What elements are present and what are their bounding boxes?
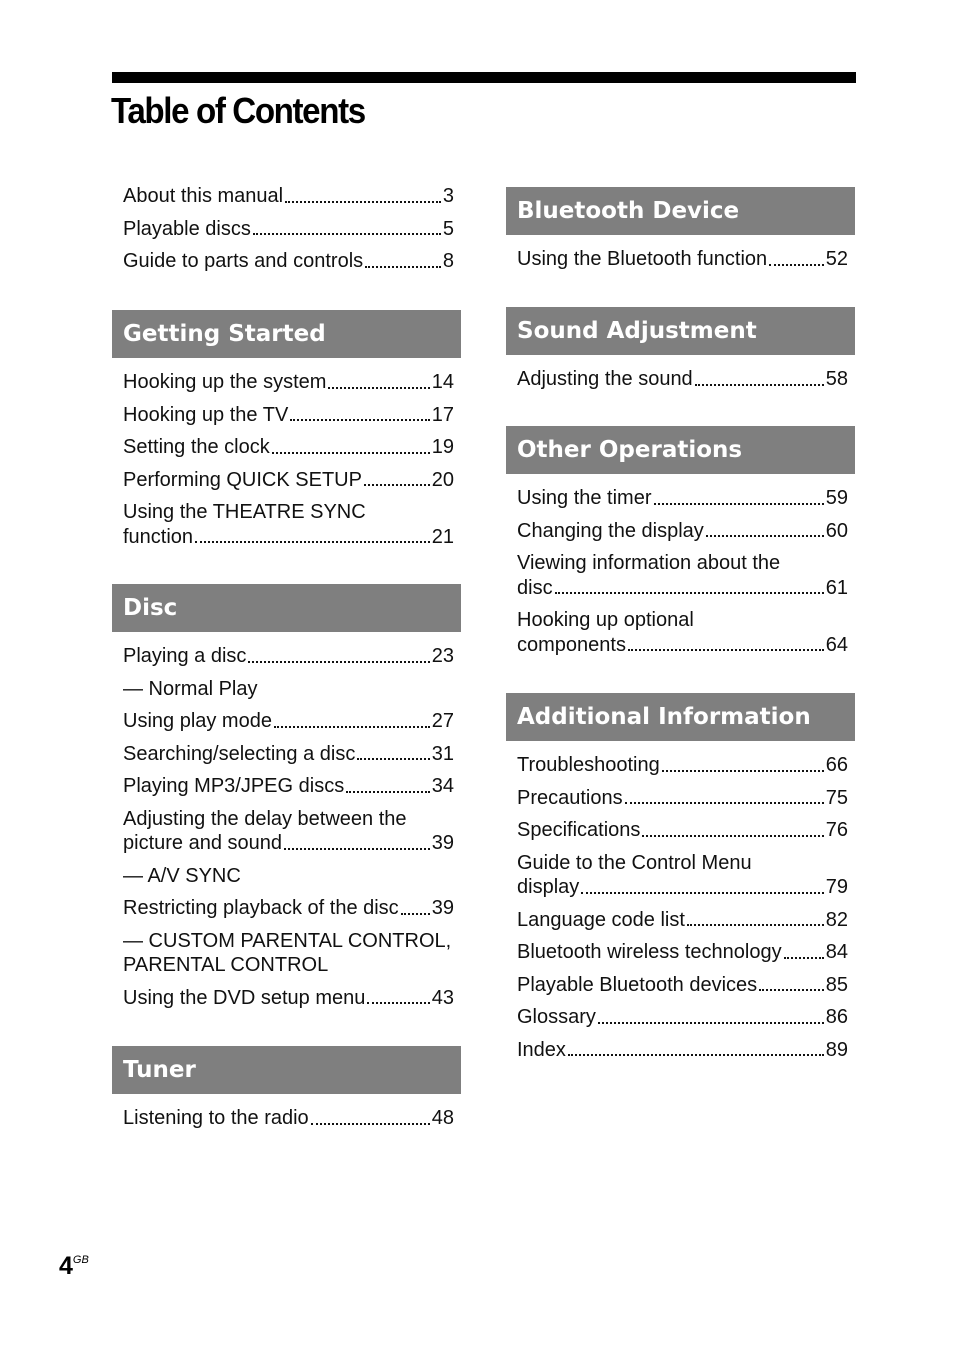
- toc-entry-page: 39: [431, 897, 454, 919]
- toc-entry-line: [123, 525, 454, 550]
- toc-entry[interactable]: [517, 969, 848, 1002]
- dot-leader: [769, 264, 824, 266]
- toc-entry-note: — Normal Play: [123, 677, 258, 700]
- toc-entry-text: Restricting playback of the disc: [123, 897, 399, 919]
- dot-leader: [625, 802, 824, 804]
- section-entries: [506, 749, 855, 1066]
- dot-leader: [687, 924, 824, 926]
- section-header: Additional Information: [506, 693, 855, 741]
- toc-entry-page: 48: [431, 1107, 454, 1129]
- toc-entry[interactable]: [123, 738, 454, 771]
- toc-entry[interactable]: [517, 904, 848, 937]
- toc-entry-text: Specifications: [517, 819, 641, 841]
- toc-entry-text: Using play mode: [123, 710, 272, 732]
- toc-entry-line: [123, 435, 454, 460]
- toc-entry-page: 89: [825, 1038, 848, 1061]
- toc-entry-line: [123, 1106, 454, 1131]
- toc-entry-page: 14: [431, 371, 454, 393]
- toc-entry-page: 64: [825, 633, 848, 656]
- toc-entry-page: 82: [825, 908, 848, 931]
- toc-entry[interactable]: [517, 482, 848, 515]
- toc-entry-text: Changing the display: [517, 519, 704, 542]
- toc-entry-note: — A/V SYNC: [123, 864, 241, 887]
- toc-entry-line: [517, 486, 848, 511]
- dot-leader: [364, 484, 430, 486]
- section-entries: [506, 243, 855, 276]
- dot-leader: [581, 892, 823, 894]
- toc-entry[interactable]: [123, 673, 454, 706]
- dot-leader: [555, 592, 824, 594]
- section-getting-started: [112, 310, 461, 553]
- dot-leader: [628, 649, 824, 651]
- toc-entry[interactable]: [517, 1034, 848, 1067]
- toc-entry-page: 58: [825, 368, 848, 390]
- toc-entry-line: [123, 896, 454, 921]
- dot-leader: [642, 835, 823, 837]
- toc-entry-text: Searching/selecting a disc: [123, 742, 356, 765]
- toc-entry[interactable]: [123, 431, 454, 464]
- dot-leader: [759, 989, 824, 991]
- toc-entry-text: picture and sound: [123, 832, 283, 854]
- toc-entry-line: [517, 908, 848, 933]
- toc-entry-page: 76: [825, 819, 848, 841]
- toc-entry-page: 85: [825, 973, 848, 996]
- toc-entry[interactable]: [517, 363, 848, 396]
- toc-entry-text: components: [517, 633, 626, 656]
- toc-entry-text: Hooking up the TV: [123, 403, 289, 426]
- toc-entry[interactable]: [517, 1001, 848, 1034]
- section-disc: [112, 584, 461, 1014]
- toc-entry[interactable]: [517, 936, 848, 969]
- dot-leader: [357, 758, 429, 760]
- toc-entry-line: [123, 468, 454, 493]
- page-title: Table of Contents: [111, 90, 365, 131]
- dot-leader: [253, 233, 441, 235]
- toc-entry-line: [517, 973, 848, 998]
- dot-leader: [285, 201, 441, 203]
- toc-entry-note: — CUSTOM PARENTAL CONTROL,: [123, 929, 452, 952]
- toc-entry-text: function: [123, 525, 194, 548]
- page-number-value: 4: [59, 1252, 73, 1280]
- toc-entry-line: [517, 367, 848, 392]
- dot-leader: [598, 1022, 824, 1024]
- toc-entry-line: [123, 403, 454, 428]
- toc-entry-page: 3: [442, 185, 454, 207]
- toc-entry-line: [517, 247, 848, 272]
- section-entries: [112, 640, 461, 1014]
- toc-entry-line: [517, 1005, 848, 1030]
- toc-entry-text: display: [517, 876, 580, 898]
- toc-entry-page: 52: [825, 248, 848, 270]
- toc-entry-line: [517, 753, 848, 778]
- toc-entry-text: Language code list: [517, 908, 685, 931]
- toc-entry-page: 27: [431, 710, 454, 732]
- toc-entry-page: 20: [431, 468, 454, 491]
- toc-entry-page: 86: [825, 1006, 848, 1028]
- region-code: GB: [72, 1254, 89, 1266]
- section-bluetooth-device: [506, 187, 855, 276]
- toc-entry-text: Listening to the radio: [123, 1107, 309, 1129]
- toc-entry-text: Performing QUICK SETUP: [123, 468, 362, 491]
- toc-entry-text: Glossary: [517, 1006, 596, 1028]
- toc-entry-line: [123, 184, 454, 209]
- toc-entry-page: 39: [431, 832, 454, 854]
- section-other-operations: [506, 426, 855, 661]
- toc-entry[interactable]: [517, 604, 848, 661]
- toc-entry-text: Playing a disc: [123, 645, 247, 667]
- dot-leader: [290, 419, 429, 421]
- toc-entry[interactable]: [123, 213, 454, 246]
- toc-entry-text-line1: Adjusting the delay between the: [123, 807, 407, 830]
- toc-entry-text: Troubleshooting: [517, 754, 660, 776]
- section-additional-information: [506, 693, 855, 1066]
- section-entries: [506, 363, 855, 396]
- toc-entry-text-line1: Hooking up optional: [517, 609, 694, 631]
- toc-entry-line: [517, 576, 848, 601]
- toc-entry-line: [517, 786, 848, 811]
- toc-entry-page: 8: [442, 250, 454, 272]
- toc-entry-text-line1: Guide to the Control Menu: [517, 851, 752, 874]
- toc-entry-line: [517, 940, 848, 965]
- dot-leader: [346, 791, 430, 793]
- dot-leader: [706, 535, 824, 537]
- dot-leader: [272, 452, 430, 454]
- section-entries: [112, 366, 461, 553]
- dot-leader: [662, 770, 824, 772]
- top-rule: [112, 72, 856, 83]
- dot-leader: [784, 957, 824, 959]
- dot-leader: [365, 266, 441, 268]
- toc-entry-line: [123, 709, 454, 734]
- toc-entry-page: 79: [825, 876, 848, 898]
- toc-entry-page: 23: [431, 645, 454, 667]
- toc-entry-line: [123, 831, 454, 856]
- toc-entry[interactable]: [123, 925, 454, 982]
- toc-entry-page: 60: [825, 519, 848, 542]
- toc-entry-line: [123, 644, 454, 669]
- toc-entry[interactable]: [123, 770, 454, 803]
- toc-entry-page: 59: [825, 487, 848, 509]
- section-entries: [112, 1102, 461, 1135]
- toc-entry[interactable]: [517, 749, 848, 782]
- dot-leader: [195, 541, 430, 543]
- toc-entry-page: 34: [431, 775, 454, 797]
- toc-entry-page: 5: [442, 217, 454, 240]
- toc-entry[interactable]: [517, 814, 848, 847]
- toc-entry[interactable]: [123, 245, 454, 278]
- toc-entry-text: Hooking up the system: [123, 371, 327, 393]
- section-header: Tuner: [112, 1046, 461, 1094]
- section-header: Other Operations: [506, 426, 855, 474]
- dot-leader: [284, 848, 430, 850]
- toc-entry-text: Using the timer: [517, 487, 652, 509]
- section-header: Sound Adjustment: [506, 307, 855, 355]
- toc-entry-text: Playable discs: [123, 217, 251, 240]
- toc-entry-page: 31: [431, 742, 454, 765]
- intro-list: [112, 180, 461, 278]
- toc-entry-line: [123, 217, 454, 242]
- toc-entry[interactable]: [123, 803, 454, 860]
- intro-entries: [112, 180, 461, 278]
- toc-entry[interactable]: [123, 982, 454, 1015]
- dot-leader: [248, 661, 429, 663]
- toc-entry-line: [517, 633, 848, 658]
- section-header: Getting Started: [112, 310, 461, 358]
- toc-entry-text: Adjusting the sound: [517, 368, 693, 390]
- toc-entry-text: disc: [517, 576, 553, 599]
- toc-entry-text: Bluetooth wireless technology: [517, 941, 782, 963]
- toc-entry[interactable]: [123, 860, 454, 893]
- toc-entry-text: Index: [517, 1038, 566, 1061]
- toc-entry[interactable]: [123, 892, 454, 925]
- toc-entry-text: Using the DVD setup menu: [123, 986, 366, 1009]
- toc-entry-line: [123, 370, 454, 395]
- toc-entry-page: 61: [825, 576, 848, 599]
- section-header: Bluetooth Device: [506, 187, 855, 235]
- toc-entry-text-line1: Using the THEATRE SYNC: [123, 501, 366, 523]
- toc-entry[interactable]: [123, 496, 454, 553]
- dot-leader: [311, 1123, 430, 1125]
- toc-entry[interactable]: [517, 243, 848, 276]
- toc-entry-page: 84: [825, 941, 848, 963]
- toc-entry[interactable]: [123, 180, 454, 213]
- section-entries: [506, 482, 855, 661]
- toc-entry[interactable]: [123, 705, 454, 738]
- toc-entry-page: 75: [825, 786, 848, 809]
- toc-entry-text: Setting the clock: [123, 436, 270, 458]
- dot-leader: [401, 913, 430, 915]
- toc-entry[interactable]: [517, 847, 848, 904]
- toc-entry-page: 17: [431, 403, 454, 426]
- toc-entry[interactable]: [123, 640, 454, 673]
- dot-leader: [654, 503, 824, 505]
- dot-leader: [274, 726, 430, 728]
- toc-entry-page: 21: [431, 525, 454, 548]
- toc-entry[interactable]: [123, 366, 454, 399]
- toc-entry-line: [123, 986, 454, 1011]
- toc-entry[interactable]: [123, 464, 454, 497]
- dot-leader: [695, 384, 824, 386]
- toc-entry-page: 19: [431, 436, 454, 458]
- section-header: Disc: [112, 584, 461, 632]
- dot-leader: [568, 1054, 824, 1056]
- toc-entry-text: Using the Bluetooth function: [517, 248, 768, 270]
- section-tuner: [112, 1046, 461, 1135]
- toc-entry-line: [123, 742, 454, 767]
- toc-entry[interactable]: [517, 547, 848, 604]
- toc-entry-page: 43: [431, 986, 454, 1009]
- toc-entry[interactable]: [517, 515, 848, 548]
- toc-entry-text: Playing MP3/JPEG discs: [123, 775, 345, 797]
- toc-entry-text: Precautions: [517, 786, 623, 809]
- toc-entry-line: [517, 1038, 848, 1063]
- toc-entry[interactable]: [123, 1102, 454, 1135]
- toc-entry-line: [517, 519, 848, 544]
- dot-leader: [367, 1002, 429, 1004]
- page-number: [59, 1252, 89, 1281]
- toc-entry-line: [517, 875, 848, 900]
- toc-entry[interactable]: [123, 399, 454, 432]
- toc-entry-text: Playable Bluetooth devices: [517, 973, 758, 996]
- toc-entry-line: [517, 818, 848, 843]
- toc-entry-page: 66: [825, 754, 848, 776]
- toc-entry-text: Guide to parts and controls: [123, 250, 364, 272]
- toc-entry-text: About this manual: [123, 185, 284, 207]
- toc-entry-text-line1: Viewing information about the: [517, 552, 781, 574]
- toc-entry[interactable]: [517, 782, 848, 815]
- toc-entry-line: [123, 774, 454, 799]
- dot-leader: [328, 387, 429, 389]
- toc-entry-note-line2: PARENTAL CONTROL: [123, 954, 329, 976]
- toc-entry-line: [123, 249, 454, 274]
- section-sound-adjustment: [506, 307, 855, 396]
